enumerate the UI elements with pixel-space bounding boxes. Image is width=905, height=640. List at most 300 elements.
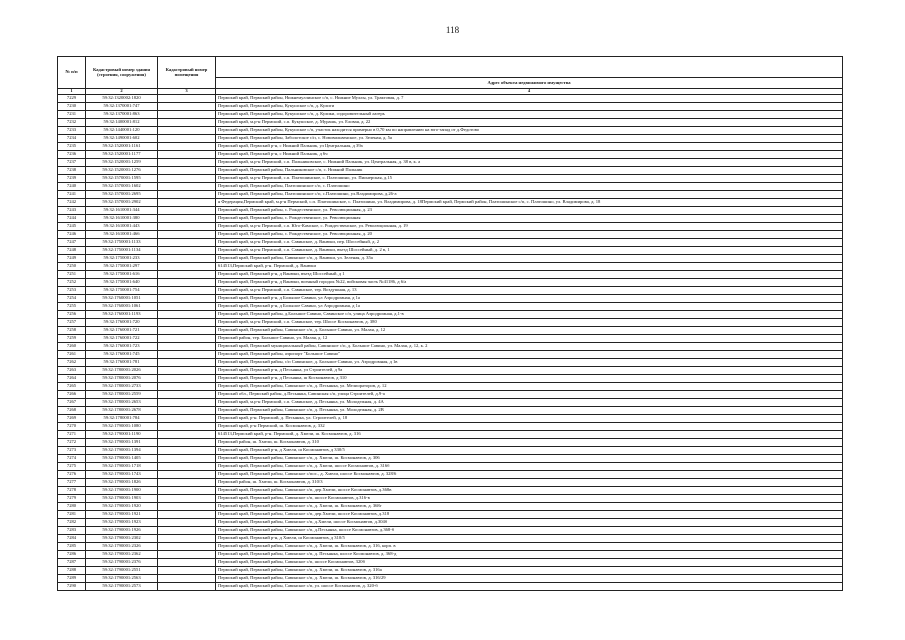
- address-cell: Пермский край, Пермский район, Савинское с/п, шоссе Космонавтов, д.316-в: [216, 495, 843, 503]
- cadastral-room-cell: [158, 455, 216, 463]
- address-cell: Пермский край, Пермский р-н, д Ванюки, военный городок №22, войсковая часть №41186, д 6/а: [216, 279, 843, 287]
- table-row: [58, 415, 843, 423]
- table-row: [58, 335, 843, 343]
- row-number-cell: 7269: [58, 415, 86, 423]
- row-number-cell: 7277: [58, 479, 86, 487]
- address-cell: Пермский край, Пермский район, Савинское с/п, д. Хмели, ш. Космонавтов, д. 316, корп. в: [216, 543, 843, 551]
- table-body: [58, 95, 843, 591]
- cadastral-room-cell: [158, 527, 216, 535]
- table-row: [58, 423, 843, 431]
- address-cell: Пермский край, Пермский район, Савинское с/п, д. Ванюки, ул. Зеленая, д. 35а: [216, 255, 843, 263]
- column-number-4: 4: [216, 89, 843, 95]
- address-cell: Пермский край, Пермский район, Савинское с/п, дер.Хмели, шоссе Космонавтов, д.368в: [216, 487, 843, 495]
- address-cell: Пермский район, ш. Хмели, ш. Космонавтов, д. 310: [216, 439, 843, 447]
- cadastral-room-cell: [158, 95, 216, 103]
- cadastral-number-cell: 59:32:1570001:1602: [86, 183, 158, 191]
- row-number-cell: 7263: [58, 367, 86, 375]
- row-number-cell: 7231: [58, 111, 86, 119]
- address-cell: Пермский край, Пермский район, Савинское с/п, д. Хмели, ш. Космонавтов, д. 306: [216, 455, 843, 463]
- cadastral-room-cell: [158, 159, 216, 167]
- table-row: [58, 127, 843, 135]
- cadastral-number-cell: 59:32:1790001:1743: [86, 471, 158, 479]
- row-number-cell: 7254: [58, 295, 86, 303]
- cadastral-number-cell: 59:32:1570001:2695: [86, 191, 158, 199]
- cadastral-number-cell: 59:32:1750001:1134: [86, 247, 158, 255]
- table-row: [58, 271, 843, 279]
- cadastral-number-cell: 59:32:1520001:1161: [86, 143, 158, 151]
- address-cell: Пермский край, Пермский район, Савинское с/п, ул. шоссе Космонавтов, д. 320-б: [216, 583, 843, 591]
- row-number-cell: 7272: [58, 439, 86, 447]
- column-number-2: 2: [86, 89, 158, 95]
- row-number-cell: 7243: [58, 207, 86, 215]
- address-cell: я Федерация,Пермский край, м.р-н Пермский, с.п. Платошинское, с. Платошино, ул. Владимирова, д. 18Пермский край, Пермский район, Платошинское с/п, с. Платошино, ул. Владимирова, д. 18: [216, 199, 843, 207]
- address-cell: Пермский край, м.р-н Пермский, с.п. Платошинское, с. Платошино, ул. Пионерская, д.15: [216, 175, 843, 183]
- address-cell: Пермский край, м.р-н Пермский, с.п. Савинское, д. Песьянка, ул. Молодежная, д. 4А: [216, 399, 843, 407]
- table-row: [58, 471, 843, 479]
- cadastral-room-cell: [158, 479, 216, 487]
- cadastral-number-cell: 59:32:1750001:297: [86, 263, 158, 271]
- row-number-cell: 7239: [58, 175, 86, 183]
- cadastral-room-cell: [158, 191, 216, 199]
- cadastral-room-cell: [158, 463, 216, 471]
- row-number-cell: 7261: [58, 351, 86, 359]
- cadastral-room-cell: [158, 247, 216, 255]
- table-row: [58, 159, 843, 167]
- cadastral-room-cell: [158, 543, 216, 551]
- address-cell: Пермский край, Пермский р-н, с Нижний Пальник, ул Центральная, д 39а: [216, 143, 843, 151]
- address-cell: Пермский край, Пермский район, Савинское с/п, д. Песьянка, ул. Мелиораторов, д. 12: [216, 383, 843, 391]
- row-number-cell: 7253: [58, 287, 86, 295]
- cadastral-room-cell: [158, 503, 216, 511]
- row-number-cell: 7238: [58, 167, 86, 175]
- table-row: [58, 231, 843, 239]
- cadastral-room-cell: [158, 431, 216, 439]
- row-number-cell: 7264: [58, 375, 86, 383]
- address-cell: Пермский край, м.р-н Пермский, с.п. Савинское, д. Ванюки, пер. Шоссейный, д. 2: [216, 239, 843, 247]
- row-number-cell: 7267: [58, 399, 86, 407]
- address-cell: Пермский край, м.р-н Пермский, с.п. Савинское, тер. Шоссе Космонавтов, д. 380: [216, 319, 843, 327]
- row-number-cell: 7248: [58, 247, 86, 255]
- cadastral-number-cell: 59:32:1790001:1391: [86, 439, 158, 447]
- table-row: [58, 575, 843, 583]
- cadastral-number-cell: 59:32:1490001:602: [86, 135, 158, 143]
- table-row: [58, 511, 843, 519]
- cadastral-room-cell: [158, 223, 216, 231]
- table-row: [58, 567, 843, 575]
- table-row: [58, 135, 843, 143]
- table-row: [58, 255, 843, 263]
- header-num: № п/п: [58, 57, 86, 89]
- table-row: [58, 183, 843, 191]
- address-cell: Пермский край, Пермский муниципальный район, Савинское с/п, д. Большое Савино, ул. Малая, д. 12, к. 2: [216, 343, 843, 351]
- cadastral-room-cell: [158, 295, 216, 303]
- row-number-cell: 7271: [58, 431, 86, 439]
- row-number-cell: 7290: [58, 583, 86, 591]
- cadastral-number-cell: 59:32:1790001:2376: [86, 559, 158, 567]
- address-cell: Пермский край, Пермский район, Савинское с/п, д. Песьянка, ул. Молодежная, д. 2В: [216, 407, 843, 415]
- address-cell: Пермский край, Пермский район, Савинское с/п, д. Хмели, ш. Космонавтов, д. 368г: [216, 503, 843, 511]
- cadastral-number-cell: 59:32:1750001:1133: [86, 239, 158, 247]
- cadastral-room-cell: [158, 231, 216, 239]
- cadastral-room-cell: [158, 399, 216, 407]
- cadastral-number-cell: 59:32:1780001:2653: [86, 399, 158, 407]
- cadastral-number-cell: 59:32:1780001:2026: [86, 367, 158, 375]
- address-cell: Пермский край, м.р-н Пермский, с.п. Юго-Камское, с. Рождественское, ул. Революционная, д. 19: [216, 223, 843, 231]
- cadastral-room-cell: [158, 487, 216, 495]
- table-row: [58, 191, 843, 199]
- cadastral-room-cell: [158, 407, 216, 415]
- cadastral-room-cell: [158, 335, 216, 343]
- row-number-cell: 7242: [58, 199, 86, 207]
- cadastral-number-cell: 59:32:1610001:466: [86, 231, 158, 239]
- table-row: [58, 559, 843, 567]
- cadastral-room-cell: [158, 447, 216, 455]
- cadastral-number-cell: 59:32:1760001:723: [86, 343, 158, 351]
- row-number-cell: 7251: [58, 271, 86, 279]
- address-cell: Пермский край, м.р-н Пермский, с.п. Савинское, д. Ванюки, въезд Шоссейный, д. 2 в, 1: [216, 247, 843, 255]
- table-row: [58, 319, 843, 327]
- row-number-cell: 7237: [58, 159, 86, 167]
- cadastral-room-cell: [158, 111, 216, 119]
- cadastral-room-cell: [158, 559, 216, 567]
- cadastral-number-cell: 59:32:1790001:1826: [86, 479, 158, 487]
- row-number-cell: 7234: [58, 135, 86, 143]
- cadastral-number-cell: 59:32:1780001:2076: [86, 375, 158, 383]
- cadastral-number-cell: 59:32:1440001:120: [86, 127, 158, 135]
- address-cell: Пермский край, Пермский район, с/п Савинское, д. Большое Савино, ул. Аэродромная, д 1в: [216, 359, 843, 367]
- cadastral-number-cell: 59:32:1790001:1718: [86, 463, 158, 471]
- address-cell: Пермский край, Пермский район, Кукушское с/п, д. Кулиги: [216, 103, 843, 111]
- address-cell: Пермский край, Пермский район, Савинское с/п, д. Хмели, ш. Космонавтов, д. 316/29: [216, 575, 843, 583]
- address-cell: Пермский край, Пермский район, Савинское с/п, д. Песьянка, шоссе Космонавтов, д. 368-д: [216, 551, 843, 559]
- address-cell: 614513,Пермский край, р-н. Пермский, д. Хмели, ш. Космонавтов, д. 316: [216, 431, 843, 439]
- cadastral-room-cell: [158, 151, 216, 159]
- address-cell: Пермский край, м.р-н Пермский, с.п. Савинское, тер. Воздушная, д. 13: [216, 287, 843, 295]
- row-number-cell: 7245: [58, 223, 86, 231]
- table-row: [58, 175, 843, 183]
- table-row: [58, 111, 843, 119]
- cadastral-number-cell: 59:32:1790001:2563: [86, 575, 158, 583]
- table-row: [58, 551, 843, 559]
- cadastral-number-cell: 59:32:1790001:1190: [86, 431, 158, 439]
- cadastral-room-cell: [158, 471, 216, 479]
- row-number-cell: 7232: [58, 119, 86, 127]
- table-row: [58, 391, 843, 399]
- row-number-cell: 7244: [58, 215, 86, 223]
- cadastral-room-cell: [158, 175, 216, 183]
- address-cell: Пермский край, Пермский район, Платошинское с/п, с.Платошино, ул.Владимирова, д.26-а: [216, 191, 843, 199]
- address-cell: Пермский край, Пермский район, Нижнемуллинское с/п, с. Нижние Муллы, ул. Трактовая, д. 7: [216, 95, 843, 103]
- cadastral-number-cell: 59:32:1400001:812: [86, 119, 158, 127]
- cadastral-room-cell: [158, 583, 216, 591]
- cadastral-room-cell: [158, 319, 216, 327]
- table-row: [58, 223, 843, 231]
- cadastral-room-cell: [158, 551, 216, 559]
- cadastral-room-cell: [158, 415, 216, 423]
- address-cell: Пермский край, м.р-н Пермский, с.п. Кукушское, д. Мурашь, ул. Еловая, д. 22: [216, 119, 843, 127]
- row-number-cell: 7275: [58, 463, 86, 471]
- cadastral-room-cell: [158, 255, 216, 263]
- cadastral-number-cell: 59:32:1370001:863: [86, 111, 158, 119]
- row-number-cell: 7273: [58, 447, 86, 455]
- address-cell: Пермский край, Пермский район, д.Большое Савино, Савинское с/п, улица Аэродромная, д.1-в: [216, 311, 843, 319]
- cadastral-room-cell: [158, 367, 216, 375]
- header-address: Адрес объекта недвижимого имущества: [216, 78, 843, 89]
- row-number-cell: 7282: [58, 519, 86, 527]
- cadastral-number-cell: 59:32:1760001:781: [86, 359, 158, 367]
- row-number-cell: 7289: [58, 575, 86, 583]
- cadastral-number-cell: 59:32:1570001:2902: [86, 199, 158, 207]
- table-row: [58, 215, 843, 223]
- cadastral-number-cell: 59:32:1790001:2326: [86, 543, 158, 551]
- cadastral-number-cell: 59:32:1790001:1900: [86, 487, 158, 495]
- table-row: [58, 439, 843, 447]
- table-row: [58, 359, 843, 367]
- cadastral-room-cell: [158, 279, 216, 287]
- table-row: [58, 367, 843, 375]
- cadastral-number-cell: 59:32:1790001:1394: [86, 447, 158, 455]
- cadastral-room-cell: [158, 239, 216, 247]
- address-cell: Пермский край, Пермский район, Платошинское с/п, с. Платошино: [216, 183, 843, 191]
- table-row: [58, 407, 843, 415]
- cadastral-number-cell: 59:32:1790001:1923: [86, 519, 158, 527]
- row-number-cell: 7229: [58, 95, 86, 103]
- cadastral-number-cell: 59:32:1760001:1193: [86, 311, 158, 319]
- row-number-cell: 7250: [58, 263, 86, 271]
- cadastral-number-cell: 59:32:1790001:1920: [86, 503, 158, 511]
- cadastral-number-cell: 59:32:1750001:754: [86, 287, 158, 295]
- cadastral-number-cell: 59:32:1760001:1061: [86, 303, 158, 311]
- table-row: [58, 455, 843, 463]
- cadastral-number-cell: 59:32:1790001:2551: [86, 567, 158, 575]
- cadastral-room-cell: [158, 135, 216, 143]
- address-cell: Пермский край, Пермский р-н, д Песьянка, ул Строителей, д 9а: [216, 367, 843, 375]
- row-number-cell: 7247: [58, 239, 86, 247]
- cadastral-number-cell: 59:32:1790001:1080: [86, 423, 158, 431]
- cadastral-number-cell: 59:32:1750001:233: [86, 255, 158, 263]
- address-cell: Пермский край, Пермский район, Савинское с/п, д. Большое Савино, ул. Малая, д. 12: [216, 327, 843, 335]
- row-number-cell: 7283: [58, 527, 86, 535]
- header-address-top: [216, 57, 843, 78]
- cadastral-number-cell: 59:32:1760001:722: [86, 335, 158, 343]
- cadastral-room-cell: [158, 519, 216, 527]
- row-number-cell: 7233: [58, 127, 86, 135]
- table-row: [58, 263, 843, 271]
- header-cadastral-room: Кадастровый номер помещения: [158, 57, 216, 89]
- cadastral-room-cell: [158, 183, 216, 191]
- cadastral-number-cell: 59:32:1760001:720: [86, 319, 158, 327]
- cadastral-number-cell: 59:32:1790001:2302: [86, 535, 158, 543]
- row-number-cell: 7260: [58, 343, 86, 351]
- table-row: [58, 247, 843, 255]
- cadastral-number-cell: 59:32:1750001:640: [86, 279, 158, 287]
- cadastral-number-cell: 59:32:1610001:380: [86, 215, 158, 223]
- address-cell: Пермский край, Пермский район, с. Рождественское, ул. Революционная, д. 23: [216, 207, 843, 215]
- table-row: [58, 239, 843, 247]
- row-number-cell: 7252: [58, 279, 86, 287]
- row-number-cell: 7276: [58, 471, 86, 479]
- cadastral-number-cell: 59:32:1570001:1595: [86, 175, 158, 183]
- row-number-cell: 7259: [58, 335, 86, 343]
- table-row: [58, 295, 843, 303]
- address-cell: 614513,Пермский край, р-н. Пермский, д. Ванюки: [216, 263, 843, 271]
- row-number-cell: 7230: [58, 103, 86, 111]
- cadastral-number-cell: 59:32:1780001:2733: [86, 383, 158, 391]
- cadastral-room-cell: [158, 311, 216, 319]
- cadastral-number-cell: 59:32:1760001:1051: [86, 295, 158, 303]
- cadastral-room-cell: [158, 199, 216, 207]
- row-number-cell: 7285: [58, 543, 86, 551]
- row-number-cell: 7246: [58, 231, 86, 239]
- row-number-cell: 7270: [58, 423, 86, 431]
- cadastral-number-cell: 59:32:1610001:344: [86, 207, 158, 215]
- address-cell: Пермский край, Пермский район, с. Рождественское, ул. Революционная, д. 20: [216, 231, 843, 239]
- row-number-cell: 7256: [58, 311, 86, 319]
- cadastral-room-cell: [158, 359, 216, 367]
- address-cell: Пермский край, Пермский район, Савинское с/пос., д. Хмели, шоссе Космонавтов, д. 328/6: [216, 471, 843, 479]
- table-row: [58, 383, 843, 391]
- cadastral-room-cell: [158, 119, 216, 127]
- cadastral-number-cell: 59:32:1780001:2678: [86, 407, 158, 415]
- address-cell: Пермский край, р-н. Пермский, д. Песьянка, ул. Строителей, д. 18: [216, 415, 843, 423]
- address-cell: Пермский край, Пермский район, Кукушское с/п, участок находится примерно в 0,70 км по направлению на юго-запад от д.Федотово: [216, 127, 843, 135]
- cadastral-room-cell: [158, 495, 216, 503]
- table-row: [58, 399, 843, 407]
- row-number-cell: 7262: [58, 359, 86, 367]
- row-number-cell: 7236: [58, 151, 86, 159]
- address-cell: Пермский край, Пермский район, Савинское с/п, д. Хмели, шоссе Космонавтов, д. 316б: [216, 463, 843, 471]
- cadastral-number-cell: 59:32:1790001:2573: [86, 583, 158, 591]
- table-row: [58, 207, 843, 215]
- table-row: [58, 95, 843, 103]
- address-cell: Пермский край, Пермский р-н, д Большое Савино, ул Аэродромная, д 1а: [216, 303, 843, 311]
- address-cell: Пермский край, Пермский район, Савинское с/п, д. Хмели, ш. Космонавтов, д. 316а: [216, 567, 843, 575]
- address-cell: Пермский край, Пермский р-н, д Большое Савино, ул Аэродромная, д 1а: [216, 295, 843, 303]
- table-row: [58, 583, 843, 591]
- address-cell: Пермский край, Пермский район, аэропорт "Большое Савино": [216, 351, 843, 359]
- address-cell: Пермский край, Пермский р-н, с Нижний Пальник, д 6ч: [216, 151, 843, 159]
- row-number-cell: 7241: [58, 191, 86, 199]
- address-cell: Пермский район, тер. Большое Савино, ул. Малая, д. 12: [216, 335, 843, 343]
- cadastral-number-cell: 59:32:1790001:1926: [86, 527, 158, 535]
- cadastral-room-cell: [158, 439, 216, 447]
- cadastral-room-cell: [158, 351, 216, 359]
- cadastral-room-cell: [158, 127, 216, 135]
- cadastral-room-cell: [158, 423, 216, 431]
- row-number-cell: 7268: [58, 407, 86, 415]
- table-row: [58, 495, 843, 503]
- address-cell: Пермский край, м.р-н Пермский, с.п. Пальниковское, с. Нижний Пальник, ул. Центральная, д. 38 в, к. а: [216, 159, 843, 167]
- table-row: [58, 327, 843, 335]
- row-number-cell: 7266: [58, 391, 86, 399]
- column-number-1: 1: [58, 89, 86, 95]
- address-cell: Пермский край, Пермский район, Заболотское с/п, с. Нововильвенское, ул. Зеленая, д. 5а: [216, 135, 843, 143]
- row-number-cell: 7281: [58, 511, 86, 519]
- address-cell: Пермский край, Пермский район, с. Рождественское, ул. Революционная: [216, 215, 843, 223]
- address-cell: Пермский край, Пермский р-н, д Ванюки, въезд Шоссейный, д 1: [216, 271, 843, 279]
- cadastral-number-cell: 59:32:1520001:1276: [86, 167, 158, 175]
- row-number-cell: 7287: [58, 559, 86, 567]
- address-cell: Пермский край, Пермский район, Савинское с/п, д.Хмели, шоссе Космонавтов, д.304б: [216, 519, 843, 527]
- address-cell: Пермский край, Пермский район, Савинское с/п, дер.Хмели, шоссе Космонавтов, д.318: [216, 511, 843, 519]
- cadastral-number-cell: 59:32:1370001:747: [86, 103, 158, 111]
- table-row: [58, 463, 843, 471]
- cadastral-number-cell: 59:32:1780001:784: [86, 415, 158, 423]
- header-cadastral: Кадастровый номер здания (строения, сооружения): [86, 57, 158, 89]
- table-row: [58, 535, 843, 543]
- address-cell: Пермский край, Пермский р-н, д Песьянка, ш Космонавтов, д 310: [216, 375, 843, 383]
- cadastral-room-cell: [158, 303, 216, 311]
- row-number-cell: 7284: [58, 535, 86, 543]
- row-number-cell: 7265: [58, 383, 86, 391]
- address-cell: Пермский край, Пермский район, Савинское с/п, д.Песьянка, шоссе Космонавтов, д.368-б: [216, 527, 843, 535]
- row-number-cell: 7280: [58, 503, 86, 511]
- address-cell: Пермский край, Пермский р-н, д Хмели, ш Космонавтов, д 310/5: [216, 535, 843, 543]
- table-row: [58, 487, 843, 495]
- cadastral-number-cell: 59:32:1750001:616: [86, 271, 158, 279]
- row-number-cell: 7240: [58, 183, 86, 191]
- address-cell: Пермский край, Пермский район, Кукушское с/п, д. Кулики, оздоровительный лагерь: [216, 111, 843, 119]
- table-row: [58, 103, 843, 111]
- cadastral-room-cell: [158, 343, 216, 351]
- row-number-cell: 7258: [58, 327, 86, 335]
- cadastral-number-cell: 59:32:1790001:1903: [86, 495, 158, 503]
- cadastral-room-cell: [158, 575, 216, 583]
- cadastral-room-cell: [158, 263, 216, 271]
- table-row: [58, 279, 843, 287]
- cadastral-room-cell: [158, 271, 216, 279]
- table-row: [58, 311, 843, 319]
- table-row: [58, 119, 843, 127]
- cadastral-number-cell: 59:32:1520001:1259: [86, 159, 158, 167]
- table-row: [58, 479, 843, 487]
- cadastral-room-cell: [158, 287, 216, 295]
- row-number-cell: 7279: [58, 495, 86, 503]
- table-row: [58, 151, 843, 159]
- cadastral-number-cell: 59:32:1320002:1820: [86, 95, 158, 103]
- row-number-cell: 7274: [58, 455, 86, 463]
- cadastral-number-cell: 59:32:1760001:745: [86, 351, 158, 359]
- cadastral-number-cell: 59:32:1520001:1177: [86, 151, 158, 159]
- cadastral-room-cell: [158, 143, 216, 151]
- cadastral-room-cell: [158, 567, 216, 575]
- table-row: [58, 343, 843, 351]
- table-row: [58, 431, 843, 439]
- table-row: [58, 199, 843, 207]
- cadastral-room-cell: [158, 103, 216, 111]
- row-number-cell: 7255: [58, 303, 86, 311]
- table-row: [58, 375, 843, 383]
- row-number-cell: 7286: [58, 551, 86, 559]
- cadastral-number-cell: 59:32:1760001:721: [86, 327, 158, 335]
- cadastral-number-cell: 59:32:1790001:1405: [86, 455, 158, 463]
- cadastral-room-cell: [158, 383, 216, 391]
- table-row: [58, 527, 843, 535]
- table-row: [58, 143, 843, 151]
- address-cell: Пермский край, Пермский район, Пальниковское с/п, с. Нижний Пальник: [216, 167, 843, 175]
- cadastral-number-cell: 59:32:1790001:1921: [86, 511, 158, 519]
- cadastral-room-cell: [158, 215, 216, 223]
- table-row: [58, 351, 843, 359]
- address-cell: Пермский обл., Пермский район, д.Песьянка, Савинская с/п, улица Строителей, д.9-а: [216, 391, 843, 399]
- cadastral-room-cell: [158, 535, 216, 543]
- table-row: [58, 287, 843, 295]
- cadastral-room-cell: [158, 167, 216, 175]
- row-number-cell: 7257: [58, 319, 86, 327]
- cadastral-room-cell: [158, 511, 216, 519]
- cadastral-number-cell: 59:32:1610001:443: [86, 223, 158, 231]
- address-cell: Пермский край, Пермский район, Савинское с/п, шоссе Космонавтов, 320б: [216, 559, 843, 567]
